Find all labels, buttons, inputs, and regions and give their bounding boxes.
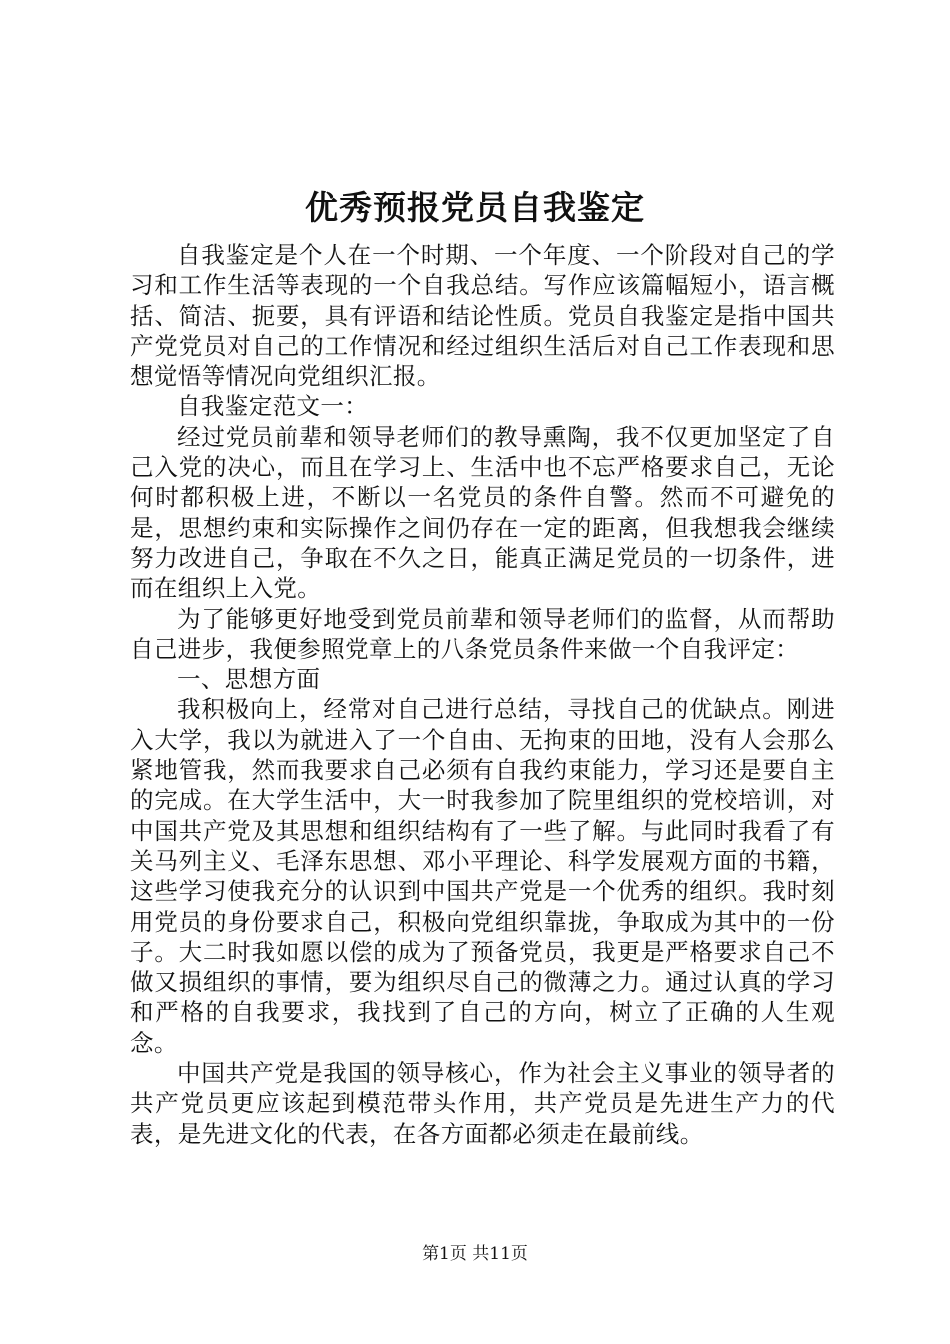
page-number-footer: 第1页 共11页 — [422, 1244, 528, 1264]
section-heading-thought: 一、思想方面 — [177, 665, 321, 694]
document-title: 优秀预报党员自我鉴定 — [305, 188, 645, 227]
paragraph-sample-heading: 自我鉴定范文一： — [177, 392, 369, 421]
paragraph-party-core: 中国共产党是我国的领导核心，作为社会主义事业的领导者的共产党员更应该起到模范带头作用，共产党员是先进生产力的代表，是先进文化的代表，在各方面都必须走在最前线。 — [130, 1059, 835, 1148]
paragraph-thought: 我积极向上，经常对自己进行总结，寻找自己的优缺点。刚进入大学，我以为就进入了一个自由、无拘束的田地，没有人会那么紧地管我，然而我要求自己必须有自我约束能力，学习还是要自主的完成。在大学生活中，大一时我参加了院里组织的党校培训，对中国共产党及其思想和组织结构有了一些了解。与此同时我看了有关马列主义、毛泽东思想、邓小平理论、科学发展观方面的书籍，这些学习使我充分的认识到中国共产党是一个优秀的组织。我时刻用党员的身份要求自己，积极向党组织靠拢，争取成为其中的一份子。大二时我如愿以偿的成为了预备党员，我更是严格要求自己不做又损组织的事情，要为组织尽自己的微薄之力。通过认真的学习和严格的自我要求，我找到了自己的方向，树立了正确的人生观念。 — [130, 695, 835, 1057]
paragraph-self-assessment: 为了能够更好地受到党员前辈和领导老师们的监督，从而帮助自己进步，我便参照党章上的八条党员条件来做一个自我评定： — [130, 604, 835, 663]
document-body — [130, 240, 835, 1149]
paragraph-intro: 自我鉴定是个人在一个时期、一个年度、一个阶段对自己的学习和工作生活等表现的一个自我总结。写作应该篇幅短小，语言概括、简洁、扼要，具有评语和结论性质。党员自我鉴定是指中国共产党党员对自己的工作情况和经过组织生活后对自己工作表现和思想觉悟等情况向党组织汇报。 — [130, 241, 835, 391]
paragraph-resolve: 经过党员前辈和领导老师们的教导熏陶，我不仅更加坚定了自己入党的决心，而且在学习上、生活中也不忘严格要求自己，无论何时都积极上进，不断以一名党员的条件自警。然而不可避免的是，思想约束和实际操作之间仍存在一定的距离，但我想我会继续努力改进自己，争取在不久之日，能真正满足党员的一切条件，进而在组织上入党。 — [130, 422, 835, 603]
